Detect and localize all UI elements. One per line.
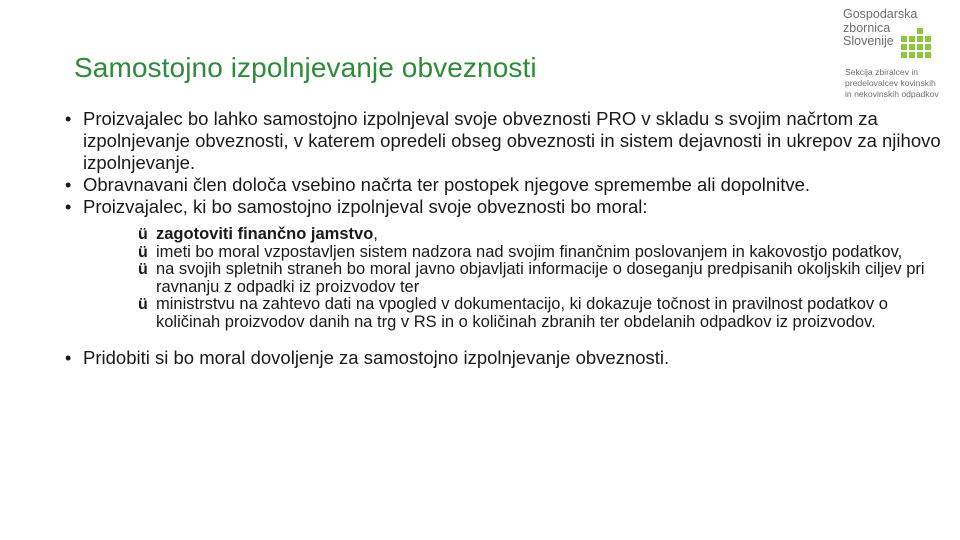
bullet-icon: •	[65, 348, 72, 368]
sub-bullet-text: imeti bo moral vzpostavljen sistem nadzora nad svojim finančnim poslovanjem in kakovostjo podatkov,	[156, 242, 903, 261]
list-item	[64, 347, 944, 369]
checkmark-icon: ü	[138, 226, 148, 243]
logo-name-line: zbornica	[843, 20, 891, 35]
logo-section-line: predelovalcev kovinskih	[845, 78, 936, 88]
checkmark-icon: ü	[138, 296, 148, 313]
checkmark-icon: ü	[138, 243, 148, 261]
bullet-icon: •	[65, 175, 72, 195]
logo-name-line: Slovenije	[843, 34, 894, 48]
checkmark-icon: ü	[138, 261, 148, 278]
bullet-list	[64, 108, 944, 331]
sub-list-item	[138, 296, 944, 331]
sub-list-item	[138, 226, 944, 244]
list-item	[64, 196, 944, 331]
bullet-icon: •	[65, 109, 72, 129]
sub-bullet-bold-text: zagotoviti finančno jamstvo	[156, 225, 374, 243]
spacer	[64, 331, 944, 347]
bullet-text: Pridobiti si bo moral dovoljenje za samostojno izpolnjevanje obveznosti.	[83, 347, 670, 368]
list-item	[64, 174, 944, 196]
bullet-icon: •	[65, 197, 72, 217]
sub-list-item	[138, 244, 944, 262]
sub-list-item	[138, 261, 944, 296]
chamber-logo	[843, 8, 955, 108]
slide-title: Samostojno izpolnjevanje obveznosti	[74, 52, 537, 83]
logo-grid-icon	[901, 28, 931, 58]
list-item	[64, 108, 944, 174]
slide-body	[64, 108, 944, 369]
logo-section-line: in nekovinskih odpadkov	[845, 89, 939, 99]
sub-bullet-text: ministrstvu na zahtevo dati na vpogled v dokumentacijo, ki dokazuje točnost in pravilnost podatkov o količinah proizvodov danih na trg v RS in o količinah zbranih ter obdelanih odpadkov iz proizvodov.	[156, 295, 888, 331]
logo-name-line: Gospodarska	[843, 7, 918, 21]
bullet-list-final	[64, 347, 944, 369]
sub-bullet-text: ,	[373, 225, 378, 243]
logo-section-name	[845, 67, 939, 100]
bullet-text: Proizvajalec bo lahko samostojno izpolnjeval svoje obveznosti PRO v skladu s svojim načrtom za izpolnjevanje obveznosti, v katerem opredeli obseg obveznosti in sistem dejavnosti in ukrepov za njihovo izpolnjevanje.	[83, 108, 941, 173]
logo-section-line: Sekcija zbiralcev in	[845, 67, 919, 77]
sub-bullet-list	[138, 226, 944, 331]
sub-bullet-text: na svojih spletnih straneh bo moral javno objavljati informacije o doseganju predpisanih okoljskih ciljev pri ravnanju z odpadki iz proizvodov ter	[156, 260, 925, 296]
bullet-text: Proizvajalec, ki bo samostojno izpolnjeval svoje obveznosti bo moral:	[83, 196, 648, 217]
bullet-text: Obravnavani člen določa vsebino načrta ter postopek njegove spremembe ali dopolnitve.	[83, 174, 811, 195]
